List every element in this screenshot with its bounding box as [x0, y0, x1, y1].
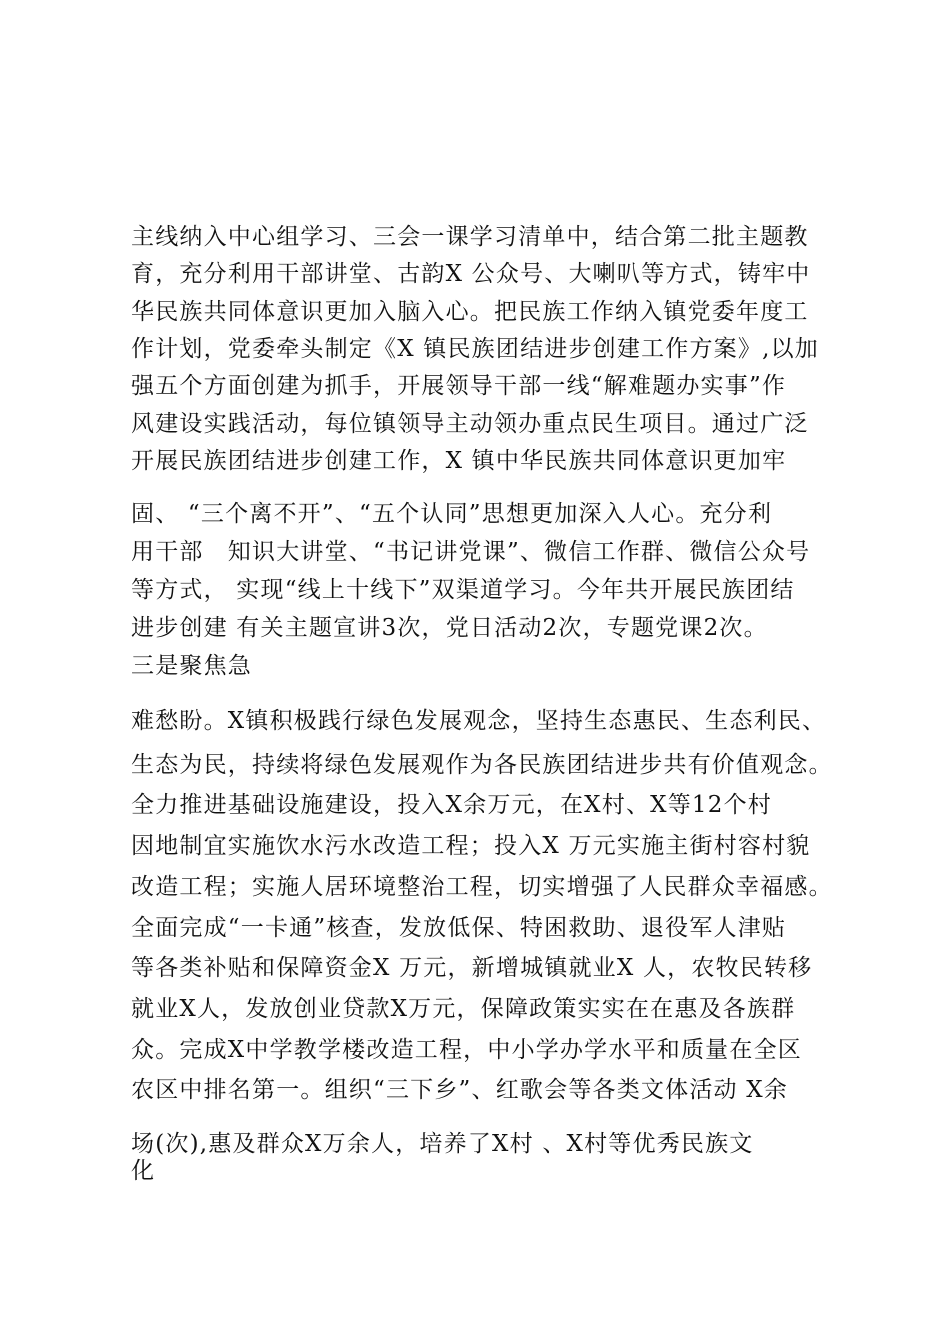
- text-line: 化: [131, 1158, 156, 1184]
- text-line: 全面完成“一卡通”核查，发放低保、特困救助、退役军人津贴: [131, 915, 787, 941]
- text-line: 因地制宜实施饮水污水改造工程；投入X 万元实施主街村容村貌: [131, 833, 811, 859]
- text-line: 固、 “三个离不开”、“五个认同”思想更加深入人心。充分利: [131, 501, 773, 527]
- text-line: 就业X人，发放创业贷款X万元，保障政策实实在在惠及各族群: [131, 996, 796, 1022]
- text-line: 华民族共同体意识更加入脑入心。把民族工作纳入镇党委年度工: [131, 299, 809, 325]
- text-line: 主线纳入中心组学习、三会一课学习清单中，结合第二批主题教: [131, 224, 809, 250]
- text-line: 开展民族团结进步创建工作，X 镇中华民族共同体意识更加牢: [131, 448, 787, 474]
- text-line: 全力推进基础设施建设，投入X余万元，在X村、X等12个村: [131, 792, 772, 818]
- text-line: 强五个方面创建为抓手，开展领导干部一线“解难题办实事”作: [131, 373, 787, 399]
- text-line: 场(次),惠及群众X万余人，培养了X村 、X村等优秀民族文: [131, 1131, 754, 1157]
- text-line: 育，充分利用干部讲堂、古韵X 公众号、大喇叭等方式，铸牢中: [131, 261, 811, 287]
- text-line: 等各类补贴和保障资金X 万元，新增城镇就业X 人，农牧民转移: [131, 955, 813, 981]
- text-line: 三是聚焦急: [131, 653, 252, 679]
- text-line: 用干部 知识大讲堂、“书记讲党课”、微信工作群、微信公众号: [131, 539, 811, 565]
- text-line: 改造工程；实施人居环境整治工程，切实增强了人民群众幸福感。: [131, 874, 833, 900]
- text-line: 众。完成X中学教学楼改造工程，中小学办学水平和质量在全区: [131, 1037, 802, 1063]
- text-line: 难愁盼。X镇积极践行绿色发展观念，坚持生态惠民、生态利民、: [131, 708, 827, 734]
- text-line: 生态为民，持续将绿色发展观作为各民族团结进步共有价值观念。: [131, 752, 833, 778]
- text-line: 风建设实践活动，每位镇领导主动领办重点民生项目。通过广泛: [131, 411, 809, 437]
- text-line: 等方式， 实现“线上十线下”双渠道学习。今年共开展民族团结: [131, 577, 795, 603]
- text-line: 作计划，党委牵头制定《X 镇民族团结进步创建工作方案》,以加: [131, 336, 819, 362]
- text-line: 进步创建 有关主题宣讲3次，党日活动2次，专题党课2次。: [131, 615, 768, 641]
- text-line: 农区中排名第一。组织“三下乡”、红歌会等各类文体活动 X余: [131, 1077, 789, 1103]
